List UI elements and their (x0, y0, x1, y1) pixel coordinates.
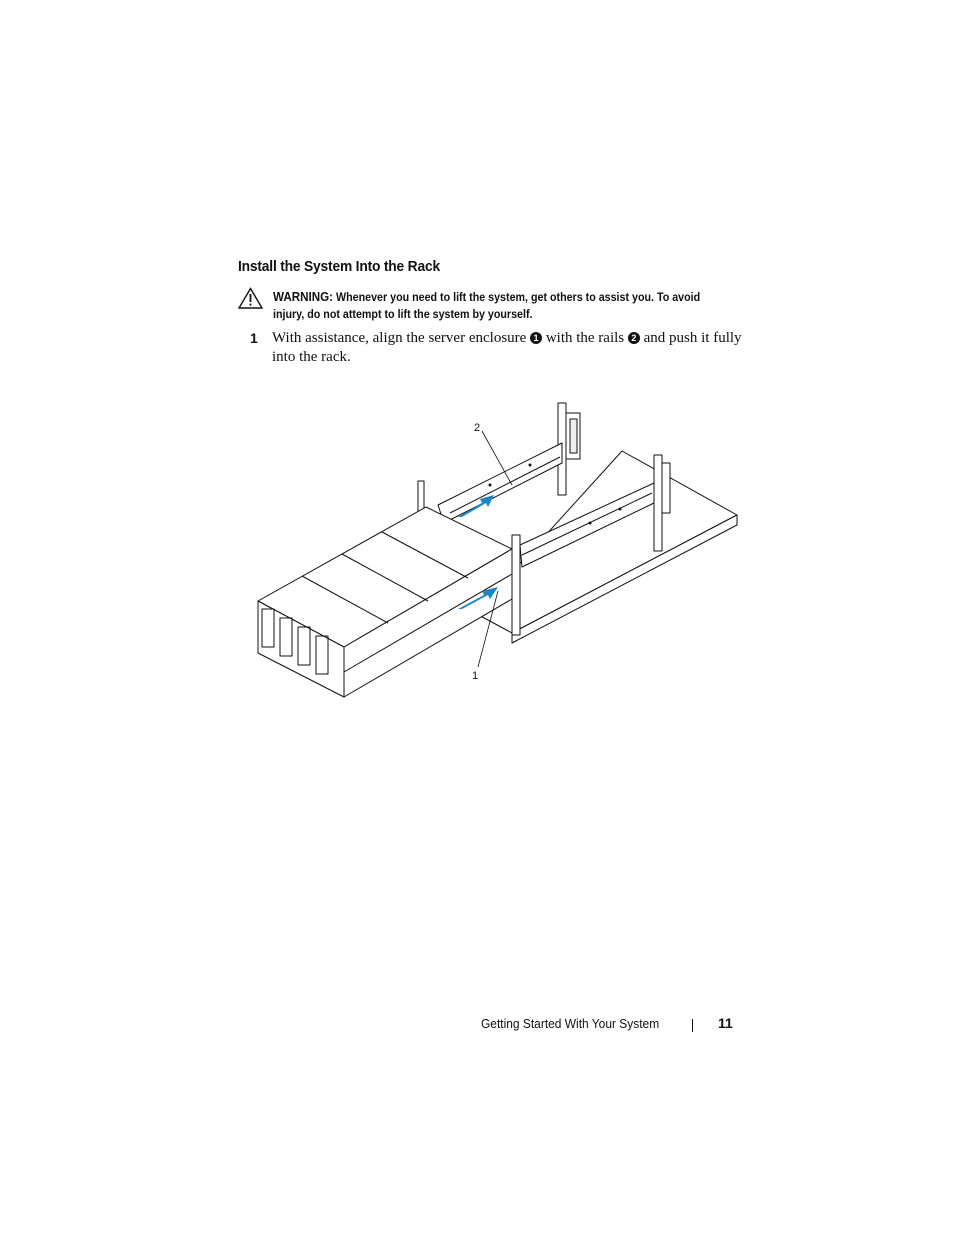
warning-text: Whenever you need to lift the system, get others to assist you. To avoid injury, do not attempt to lift the system by yourself. (273, 292, 701, 321)
warning-note (273, 289, 719, 324)
footer-section-title: Getting Started With Your System (481, 1016, 660, 1031)
marker-1-icon: 1 (530, 332, 542, 344)
footer-divider (692, 1019, 693, 1032)
warning-label: WARNING: (273, 290, 334, 304)
rack-install-illustration (250, 395, 750, 705)
section-heading: Install the System Into the Rack (238, 258, 440, 275)
step-number: 1 (250, 330, 258, 346)
page-number: 11 (718, 1015, 733, 1031)
callout-1: 1 (472, 670, 479, 682)
marker-2-icon: 2 (628, 332, 640, 344)
warning-triangle-icon (238, 287, 263, 309)
step-text: With assistance, align the server enclosure 1 with the rails 2 and push it fully into the rack. (272, 330, 742, 365)
callout-2: 2 (474, 422, 481, 434)
